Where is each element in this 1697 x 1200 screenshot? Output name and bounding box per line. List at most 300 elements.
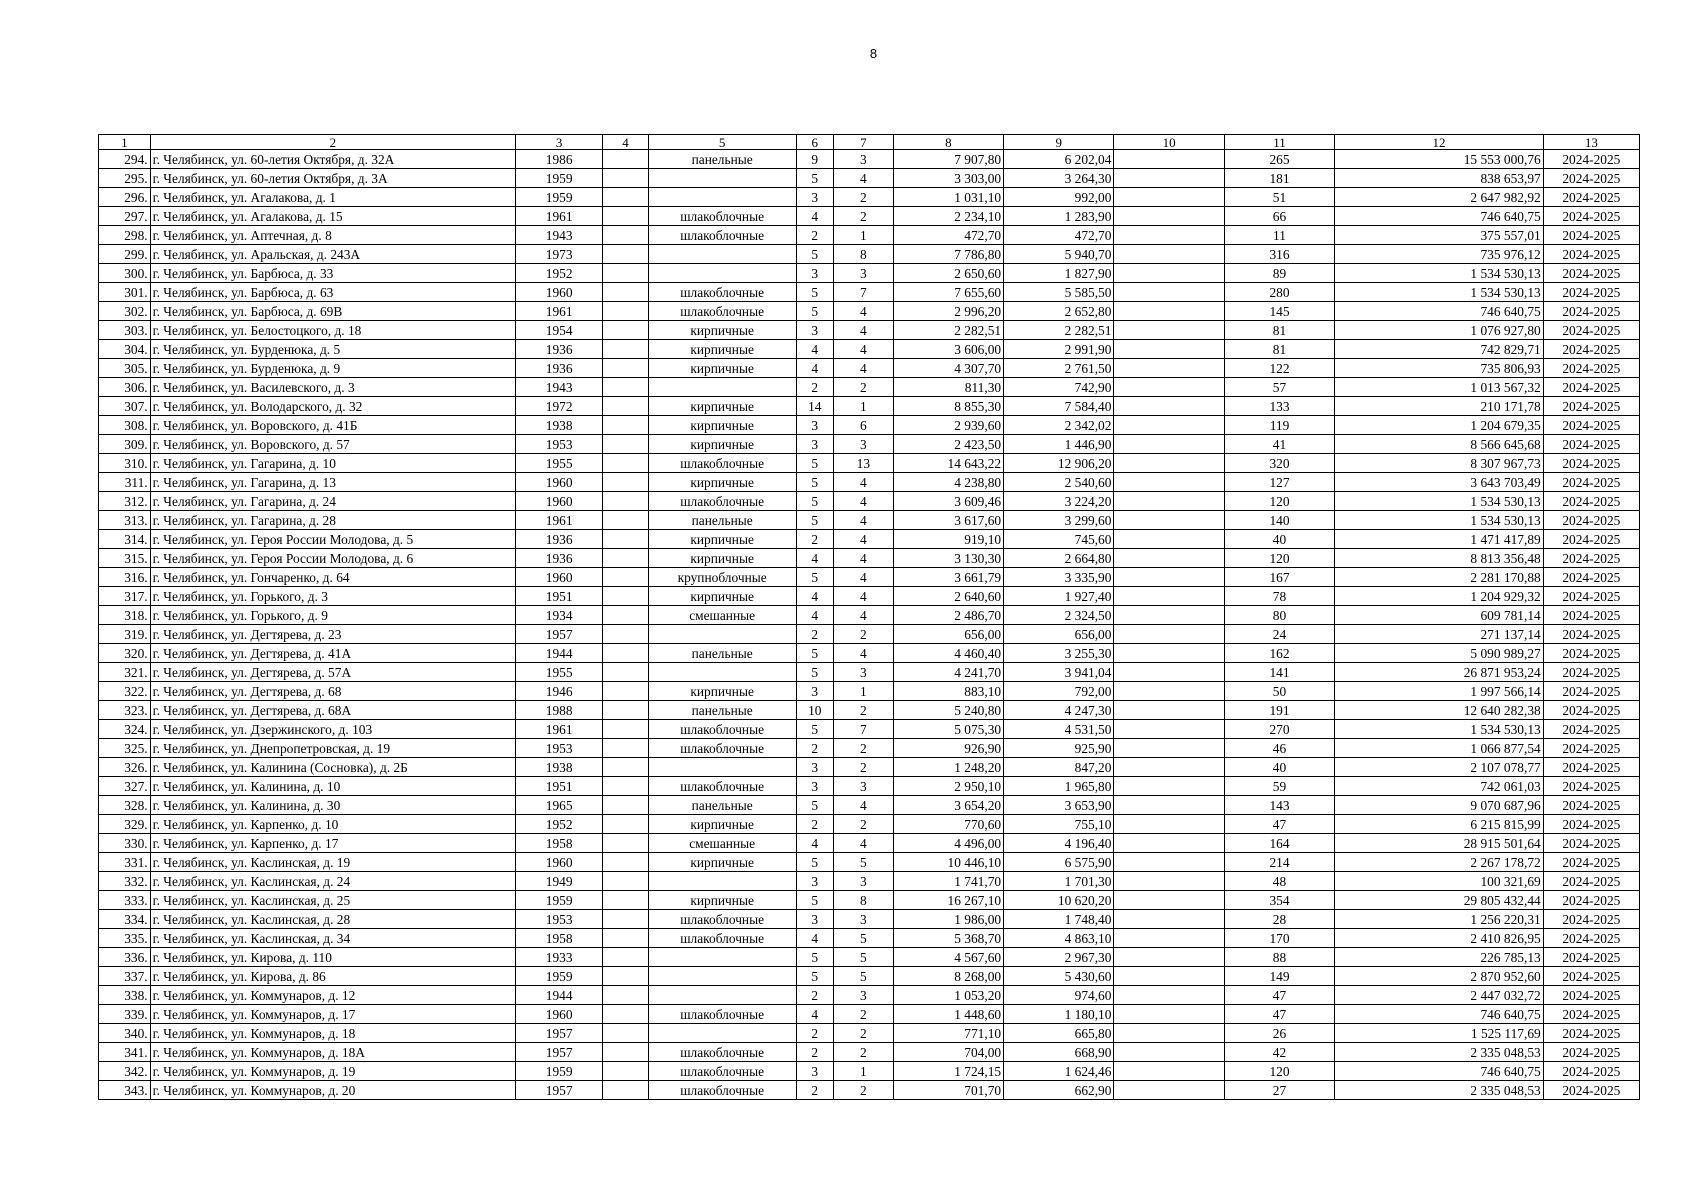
cell-col-10 <box>1114 359 1224 378</box>
cell-living-area: 665,80 <box>1004 1024 1114 1043</box>
cell-period: 2024-2025 <box>1543 720 1639 739</box>
cell-wall-material: шлакоблочные <box>648 1062 796 1081</box>
cell-address: г. Челябинск, ул. Карпенко, д. 10 <box>150 815 516 834</box>
cell-col-10 <box>1114 682 1224 701</box>
cell-col-10 <box>1114 340 1224 359</box>
cell-col-10 <box>1114 378 1224 397</box>
cell-col-10 <box>1114 530 1224 549</box>
cell-total-area: 704,00 <box>893 1043 1003 1062</box>
cell-row-number: 335. <box>99 929 151 948</box>
cell-period: 2024-2025 <box>1543 682 1639 701</box>
cell-period: 2024-2025 <box>1543 530 1639 549</box>
cell-period: 2024-2025 <box>1543 1062 1639 1081</box>
cell-residents: 120 <box>1224 549 1334 568</box>
cell-total-area: 2 486,70 <box>893 606 1003 625</box>
cell-cost: 8 307 967,73 <box>1335 454 1544 473</box>
table-row <box>99 397 1640 416</box>
cell-row-number: 317. <box>99 587 151 606</box>
cell-living-area: 2 967,30 <box>1004 948 1114 967</box>
cell-cost: 2 447 032,72 <box>1335 986 1544 1005</box>
cell-living-area: 745,60 <box>1004 530 1114 549</box>
cell-col-10 <box>1114 796 1224 815</box>
table-row <box>99 929 1640 948</box>
cell-total-area: 1 724,15 <box>893 1062 1003 1081</box>
cell-year-built: 1949 <box>516 872 603 891</box>
cell-period: 2024-2025 <box>1543 1005 1639 1024</box>
cell-row-number: 313. <box>99 511 151 530</box>
cell-address: г. Челябинск, ул. Горького, д. 9 <box>150 606 516 625</box>
cell-total-area: 2 939,60 <box>893 416 1003 435</box>
cell-col-10 <box>1114 644 1224 663</box>
cell-wall-material <box>648 625 796 644</box>
cell-cost: 2 335 048,53 <box>1335 1081 1544 1100</box>
cell-residents: 265 <box>1224 150 1334 169</box>
cell-row-number: 336. <box>99 948 151 967</box>
cell-residents: 167 <box>1224 568 1334 587</box>
cell-period: 2024-2025 <box>1543 226 1639 245</box>
cell-address: г. Челябинск, ул. Аптечная, д. 8 <box>150 226 516 245</box>
cell-total-area: 811,30 <box>893 378 1003 397</box>
cell-cost: 271 137,14 <box>1335 625 1544 644</box>
cell-year-built: 1959 <box>516 891 603 910</box>
cell-entrances: 3 <box>834 150 894 169</box>
cell-year-built: 1936 <box>516 340 603 359</box>
cell-address: г. Челябинск, ул. Коммунаров, д. 20 <box>150 1081 516 1100</box>
cell-floors: 3 <box>796 910 833 929</box>
cell-year-built: 1986 <box>516 150 603 169</box>
cell-period: 2024-2025 <box>1543 283 1639 302</box>
column-header-6: 6 <box>796 135 833 150</box>
cell-living-area: 6 575,90 <box>1004 853 1114 872</box>
cell-year-built: 1960 <box>516 1005 603 1024</box>
cell-total-area: 2 282,51 <box>893 321 1003 340</box>
cell-year-built: 1952 <box>516 264 603 283</box>
cell-address: г. Челябинск, ул. Днепропетровская, д. 19 <box>150 739 516 758</box>
cell-floors: 5 <box>796 720 833 739</box>
cell-period: 2024-2025 <box>1543 169 1639 188</box>
cell-col-10 <box>1114 150 1224 169</box>
cell-address: г. Челябинск, ул. Кирова, д. 86 <box>150 967 516 986</box>
cell-cost: 1 534 530,13 <box>1335 492 1544 511</box>
cell-year-built: 1961 <box>516 207 603 226</box>
cell-col-10 <box>1114 568 1224 587</box>
cell-living-area: 1 283,90 <box>1004 207 1114 226</box>
table-row <box>99 226 1640 245</box>
cell-row-number: 300. <box>99 264 151 283</box>
cell-col-10 <box>1114 739 1224 758</box>
cell-entrances: 2 <box>834 701 894 720</box>
cell-period: 2024-2025 <box>1543 815 1639 834</box>
cell-period: 2024-2025 <box>1543 739 1639 758</box>
cell-living-area: 12 906,20 <box>1004 454 1114 473</box>
cell-total-area: 8 268,00 <box>893 967 1003 986</box>
cell-period: 2024-2025 <box>1543 245 1639 264</box>
cell-living-area: 4 863,10 <box>1004 929 1114 948</box>
cell-floors: 5 <box>796 454 833 473</box>
cell-year-commissioned <box>603 967 649 986</box>
table-row <box>99 891 1640 910</box>
cell-entrances: 13 <box>834 454 894 473</box>
cell-period: 2024-2025 <box>1543 606 1639 625</box>
cell-floors: 5 <box>796 283 833 302</box>
cell-wall-material: шлакоблочные <box>648 492 796 511</box>
cell-row-number: 302. <box>99 302 151 321</box>
cell-col-10 <box>1114 188 1224 207</box>
table-row <box>99 435 1640 454</box>
cell-floors: 2 <box>796 1024 833 1043</box>
cell-cost: 1 534 530,13 <box>1335 511 1544 530</box>
cell-cost: 1 204 929,32 <box>1335 587 1544 606</box>
cell-residents: 81 <box>1224 321 1334 340</box>
cell-period: 2024-2025 <box>1543 416 1639 435</box>
table-row <box>99 872 1640 891</box>
cell-entrances: 4 <box>834 340 894 359</box>
cell-year-built: 1946 <box>516 682 603 701</box>
table-row <box>99 245 1640 264</box>
cell-address: г. Челябинск, ул. Гагарина, д. 13 <box>150 473 516 492</box>
cell-address: г. Челябинск, ул. Горького, д. 3 <box>150 587 516 606</box>
cell-year-commissioned <box>603 473 649 492</box>
cell-living-area: 1 927,40 <box>1004 587 1114 606</box>
cell-floors: 5 <box>796 511 833 530</box>
cell-cost: 100 321,69 <box>1335 872 1544 891</box>
cell-period: 2024-2025 <box>1543 1081 1639 1100</box>
cell-row-number: 325. <box>99 739 151 758</box>
cell-entrances: 7 <box>834 283 894 302</box>
cell-address: г. Челябинск, ул. Каслинская, д. 24 <box>150 872 516 891</box>
cell-total-area: 1 448,60 <box>893 1005 1003 1024</box>
cell-row-number: 310. <box>99 454 151 473</box>
cell-year-built: 1957 <box>516 1024 603 1043</box>
table-row <box>99 473 1640 492</box>
cell-entrances: 3 <box>834 663 894 682</box>
cell-year-built: 1933 <box>516 948 603 967</box>
cell-residents: 24 <box>1224 625 1334 644</box>
cell-row-number: 342. <box>99 1062 151 1081</box>
table-body <box>99 150 1640 1100</box>
cell-cost: 742 829,71 <box>1335 340 1544 359</box>
table-row <box>99 587 1640 606</box>
cell-total-area: 771,10 <box>893 1024 1003 1043</box>
cell-period: 2024-2025 <box>1543 1024 1639 1043</box>
cell-wall-material: кирпичные <box>648 530 796 549</box>
cell-living-area: 847,20 <box>1004 758 1114 777</box>
cell-floors: 2 <box>796 530 833 549</box>
cell-address: г. Челябинск, ул. Коммунаров, д. 12 <box>150 986 516 1005</box>
cell-floors: 5 <box>796 644 833 663</box>
cell-period: 2024-2025 <box>1543 207 1639 226</box>
cell-row-number: 332. <box>99 872 151 891</box>
cell-wall-material: кирпичные <box>648 416 796 435</box>
cell-wall-material: смешанные <box>648 834 796 853</box>
cell-col-10 <box>1114 1062 1224 1081</box>
table-row <box>99 340 1640 359</box>
cell-cost: 838 653,97 <box>1335 169 1544 188</box>
cell-residents: 78 <box>1224 587 1334 606</box>
cell-year-commissioned <box>603 929 649 948</box>
cell-year-commissioned <box>603 492 649 511</box>
cell-wall-material: шлакоблочные <box>648 207 796 226</box>
cell-cost: 6 215 815,99 <box>1335 815 1544 834</box>
cell-wall-material: шлакоблочные <box>648 720 796 739</box>
cell-wall-material: кирпичные <box>648 549 796 568</box>
cell-address: г. Челябинск, ул. Белостоцкого, д. 18 <box>150 321 516 340</box>
cell-total-area: 14 643,22 <box>893 454 1003 473</box>
cell-address: г. Челябинск, ул. Агалакова, д. 15 <box>150 207 516 226</box>
cell-col-10 <box>1114 1043 1224 1062</box>
cell-col-10 <box>1114 777 1224 796</box>
cell-year-built: 1943 <box>516 226 603 245</box>
cell-residents: 354 <box>1224 891 1334 910</box>
cell-address: г. Челябинск, ул. Воровского, д. 57 <box>150 435 516 454</box>
cell-col-10 <box>1114 606 1224 625</box>
cell-living-area: 3 224,20 <box>1004 492 1114 511</box>
cell-entrances: 6 <box>834 416 894 435</box>
cell-living-area: 2 540,60 <box>1004 473 1114 492</box>
table-row <box>99 758 1640 777</box>
cell-wall-material <box>648 264 796 283</box>
cell-row-number: 294. <box>99 150 151 169</box>
cell-row-number: 343. <box>99 1081 151 1100</box>
cell-entrances: 4 <box>834 492 894 511</box>
column-header-5: 5 <box>648 135 796 150</box>
cell-year-commissioned <box>603 150 649 169</box>
cell-residents: 280 <box>1224 283 1334 302</box>
cell-period: 2024-2025 <box>1543 549 1639 568</box>
cell-address: г. Челябинск, ул. Дегтярева, д. 23 <box>150 625 516 644</box>
cell-total-area: 3 661,79 <box>893 568 1003 587</box>
cell-cost: 8 566 645,68 <box>1335 435 1544 454</box>
cell-address: г. Челябинск, ул. Героя России Молодова, д. 5 <box>150 530 516 549</box>
cell-entrances: 5 <box>834 948 894 967</box>
cell-floors: 3 <box>796 264 833 283</box>
cell-floors: 4 <box>796 929 833 948</box>
cell-col-10 <box>1114 169 1224 188</box>
cell-residents: 133 <box>1224 397 1334 416</box>
cell-entrances: 4 <box>834 549 894 568</box>
table-row <box>99 416 1640 435</box>
cell-cost: 210 171,78 <box>1335 397 1544 416</box>
cell-floors: 4 <box>796 606 833 625</box>
cell-residents: 140 <box>1224 511 1334 530</box>
cell-living-area: 3 299,60 <box>1004 511 1114 530</box>
cell-residents: 28 <box>1224 910 1334 929</box>
cell-wall-material: шлакоблочные <box>648 1043 796 1062</box>
cell-period: 2024-2025 <box>1543 796 1639 815</box>
column-header-9: 9 <box>1004 135 1114 150</box>
cell-row-number: 305. <box>99 359 151 378</box>
cell-col-10 <box>1114 302 1224 321</box>
cell-year-built: 1936 <box>516 549 603 568</box>
cell-floors: 2 <box>796 226 833 245</box>
cell-living-area: 5 585,50 <box>1004 283 1114 302</box>
table-row <box>99 796 1640 815</box>
table-row <box>99 625 1640 644</box>
table-row <box>99 644 1640 663</box>
table-row <box>99 568 1640 587</box>
cell-total-area: 656,00 <box>893 625 1003 644</box>
cell-entrances: 4 <box>834 834 894 853</box>
cell-living-area: 1 624,46 <box>1004 1062 1114 1081</box>
table-row <box>99 701 1640 720</box>
cell-year-commissioned <box>603 910 649 929</box>
table-row <box>99 720 1640 739</box>
cell-floors: 9 <box>796 150 833 169</box>
cell-period: 2024-2025 <box>1543 644 1639 663</box>
cell-entrances: 1 <box>834 226 894 245</box>
cell-year-built: 1944 <box>516 644 603 663</box>
cell-wall-material: панельные <box>648 644 796 663</box>
cell-address: г. Челябинск, ул. 60-летия Октября, д. 32А <box>150 150 516 169</box>
cell-total-area: 7 907,80 <box>893 150 1003 169</box>
cell-living-area: 1 180,10 <box>1004 1005 1114 1024</box>
cell-cost: 12 640 282,38 <box>1335 701 1544 720</box>
cell-col-10 <box>1114 701 1224 720</box>
cell-residents: 59 <box>1224 777 1334 796</box>
cell-row-number: 309. <box>99 435 151 454</box>
cell-col-10 <box>1114 587 1224 606</box>
cell-row-number: 331. <box>99 853 151 872</box>
cell-year-commissioned <box>603 758 649 777</box>
cell-address: г. Челябинск, ул. Дегтярева, д. 68 <box>150 682 516 701</box>
cell-address: г. Челябинск, ул. Воровского, д. 41Б <box>150 416 516 435</box>
cell-residents: 164 <box>1224 834 1334 853</box>
cell-year-commissioned <box>603 568 649 587</box>
cell-year-commissioned <box>603 948 649 967</box>
table-row <box>99 853 1640 872</box>
cell-year-commissioned <box>603 530 649 549</box>
cell-year-built: 1973 <box>516 245 603 264</box>
cell-entrances: 2 <box>834 625 894 644</box>
cell-address: г. Челябинск, ул. Калинина, д. 10 <box>150 777 516 796</box>
cell-col-10 <box>1114 454 1224 473</box>
cell-wall-material: кирпичные <box>648 853 796 872</box>
cell-residents: 122 <box>1224 359 1334 378</box>
cell-total-area: 4 238,80 <box>893 473 1003 492</box>
cell-wall-material: кирпичные <box>648 891 796 910</box>
cell-living-area: 3 653,90 <box>1004 796 1114 815</box>
cell-total-area: 926,90 <box>893 739 1003 758</box>
cell-year-commissioned <box>603 796 649 815</box>
cell-row-number: 314. <box>99 530 151 549</box>
cell-entrances: 4 <box>834 511 894 530</box>
cell-period: 2024-2025 <box>1543 340 1639 359</box>
table-row <box>99 739 1640 758</box>
cell-row-number: 318. <box>99 606 151 625</box>
cell-wall-material <box>648 378 796 397</box>
cell-residents: 320 <box>1224 454 1334 473</box>
cell-living-area: 2 761,50 <box>1004 359 1114 378</box>
cell-row-number: 338. <box>99 986 151 1005</box>
cell-wall-material: шлакоблочные <box>648 226 796 245</box>
cell-living-area: 2 664,80 <box>1004 549 1114 568</box>
cell-floors: 4 <box>796 207 833 226</box>
cell-year-built: 1957 <box>516 1043 603 1062</box>
cell-floors: 4 <box>796 549 833 568</box>
cell-cost: 2 281 170,88 <box>1335 568 1544 587</box>
column-header-4: 4 <box>603 135 649 150</box>
cell-residents: 11 <box>1224 226 1334 245</box>
cell-living-area: 4 531,50 <box>1004 720 1114 739</box>
cell-total-area: 1 031,10 <box>893 188 1003 207</box>
cell-entrances: 2 <box>834 739 894 758</box>
cell-entrances: 8 <box>834 245 894 264</box>
cell-year-commissioned <box>603 701 649 720</box>
cell-year-commissioned <box>603 245 649 264</box>
cell-total-area: 4 241,70 <box>893 663 1003 682</box>
cell-col-10 <box>1114 207 1224 226</box>
cell-address: г. Челябинск, ул. Агалакова, д. 1 <box>150 188 516 207</box>
cell-year-commissioned <box>603 777 649 796</box>
cell-year-built: 1953 <box>516 910 603 929</box>
cell-total-area: 3 303,00 <box>893 169 1003 188</box>
cell-cost: 746 640,75 <box>1335 207 1544 226</box>
cell-floors: 3 <box>796 435 833 454</box>
table-row <box>99 948 1640 967</box>
cell-floors: 4 <box>796 587 833 606</box>
cell-entrances: 4 <box>834 321 894 340</box>
cell-residents: 143 <box>1224 796 1334 815</box>
cell-total-area: 1 248,20 <box>893 758 1003 777</box>
cell-row-number: 320. <box>99 644 151 663</box>
cell-period: 2024-2025 <box>1543 948 1639 967</box>
cell-row-number: 329. <box>99 815 151 834</box>
cell-cost: 2 107 078,77 <box>1335 758 1544 777</box>
cell-total-area: 4 307,70 <box>893 359 1003 378</box>
cell-living-area: 2 991,90 <box>1004 340 1114 359</box>
cell-entrances: 4 <box>834 568 894 587</box>
cell-floors: 3 <box>796 321 833 340</box>
cell-cost: 746 640,75 <box>1335 1005 1544 1024</box>
cell-living-area: 10 620,20 <box>1004 891 1114 910</box>
cell-entrances: 4 <box>834 302 894 321</box>
cell-row-number: 307. <box>99 397 151 416</box>
cell-total-area: 1 986,00 <box>893 910 1003 929</box>
cell-wall-material: кирпичные <box>648 435 796 454</box>
cell-year-commissioned <box>603 986 649 1005</box>
cell-row-number: 340. <box>99 1024 151 1043</box>
cell-row-number: 312. <box>99 492 151 511</box>
cell-living-area: 1 748,40 <box>1004 910 1114 929</box>
cell-entrances: 8 <box>834 891 894 910</box>
cell-floors: 3 <box>796 188 833 207</box>
cell-year-built: 1936 <box>516 359 603 378</box>
cell-wall-material: панельные <box>648 511 796 530</box>
cell-address: г. Челябинск, ул. Кирова, д. 110 <box>150 948 516 967</box>
cell-year-built: 1951 <box>516 777 603 796</box>
cell-address: г. Челябинск, ул. Коммунаров, д. 17 <box>150 1005 516 1024</box>
cell-year-built: 1936 <box>516 530 603 549</box>
cell-floors: 4 <box>796 1005 833 1024</box>
column-header-2: 2 <box>150 135 516 150</box>
table-row <box>99 454 1640 473</box>
cell-year-built: 1965 <box>516 796 603 815</box>
table-row <box>99 264 1640 283</box>
cell-living-area: 792,00 <box>1004 682 1114 701</box>
cell-residents: 127 <box>1224 473 1334 492</box>
cell-address: г. Челябинск, ул. 60-летия Октября, д. 3А <box>150 169 516 188</box>
cell-year-commissioned <box>603 321 649 340</box>
cell-year-commissioned <box>603 1005 649 1024</box>
cell-col-10 <box>1114 435 1224 454</box>
cell-year-built: 1944 <box>516 986 603 1005</box>
cell-col-10 <box>1114 891 1224 910</box>
cell-year-built: 1960 <box>516 568 603 587</box>
cell-living-area: 2 282,51 <box>1004 321 1114 340</box>
cell-living-area: 662,90 <box>1004 1081 1114 1100</box>
cell-total-area: 4 496,00 <box>893 834 1003 853</box>
cell-cost: 28 915 501,64 <box>1335 834 1544 853</box>
